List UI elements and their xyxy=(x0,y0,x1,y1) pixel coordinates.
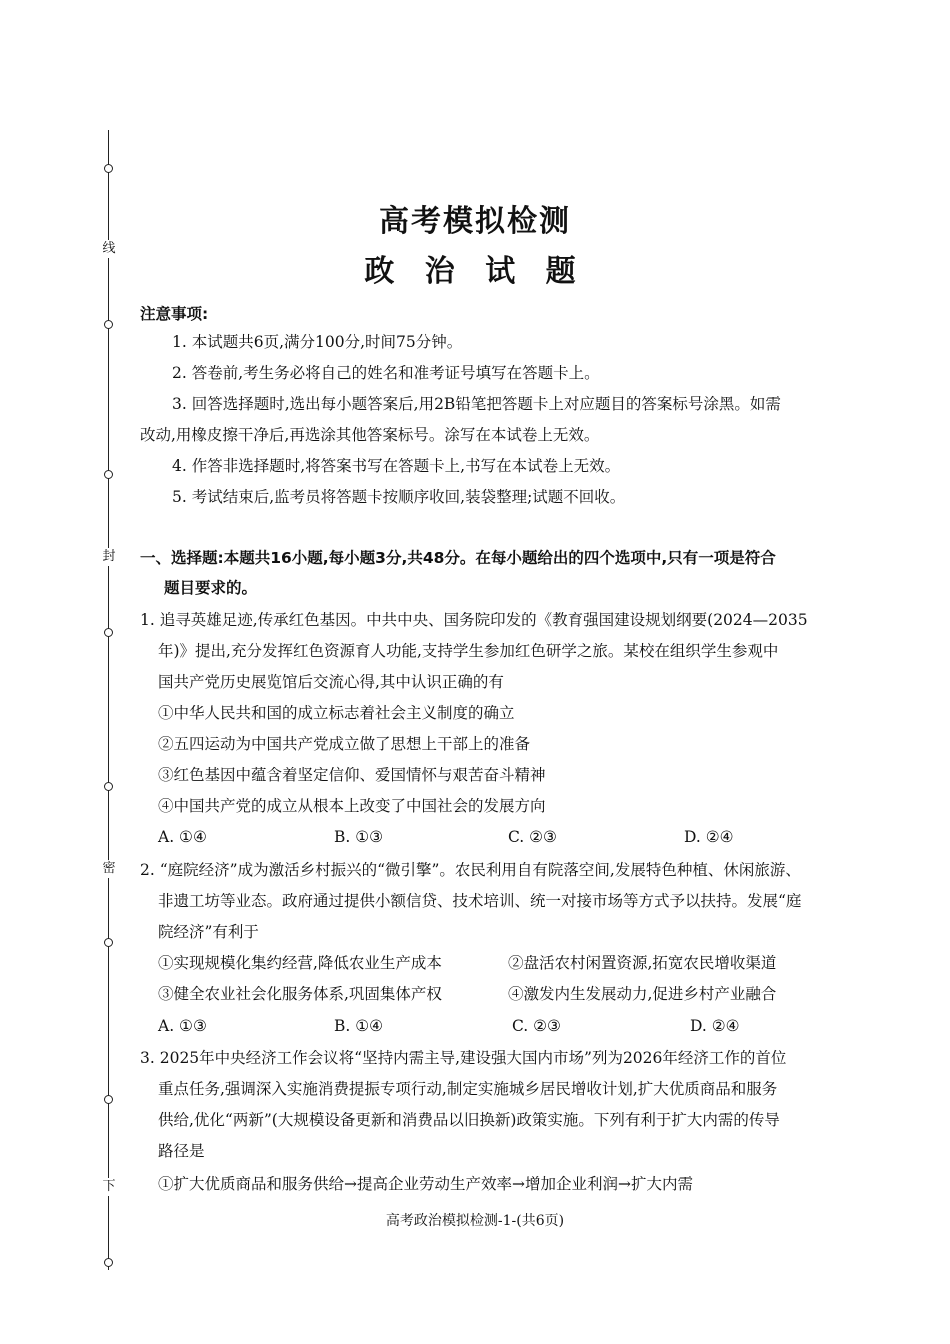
binding-circle xyxy=(104,470,113,479)
binding-circle xyxy=(104,938,113,947)
binding-circle xyxy=(104,1095,113,1104)
binding-label-xian: 线 xyxy=(98,240,120,258)
q2-option-a: A. ①③ xyxy=(158,1017,207,1035)
notice-item: 3. 回答选择题时,选出每小题答案后,用2B铅笔把答题卡上对应题目的答案标号涂黑。如需 xyxy=(172,395,781,413)
binding-circle xyxy=(104,320,113,329)
q1-statement: ④中国共产党的成立从根本上改变了中国社会的发展方向 xyxy=(158,797,546,815)
binding-label-xia: 下 xyxy=(98,1178,120,1196)
q2-stem: 院经济”有利于 xyxy=(158,923,259,941)
binding-circle xyxy=(104,782,113,791)
q1-stem: 国共产党历史展览馆后交流心得,其中认识正确的有 xyxy=(158,673,504,691)
q3-statement: ①扩大优质商品和服务供给→提高企业劳动生产效率→增加企业利润→扩大内需 xyxy=(158,1175,693,1193)
q3-stem: 供给,优化“两新”(大规模设备更新和消费品以旧换新)政策实施。下列有利于扩大内需的传导 xyxy=(158,1111,780,1129)
q1-option-a: A. ①④ xyxy=(158,828,207,846)
q2-statement: ②盘活农村闲置资源,拓宽农民增收渠道 xyxy=(508,954,777,972)
q2-option-b: B. ①④ xyxy=(334,1017,384,1035)
q1-statement: ②五四运动为中国共产党成立做了思想上干部上的准备 xyxy=(158,735,531,753)
notice-item: 改动,用橡皮擦干净后,再选涂其他答案标号。涂写在本试卷上无效。 xyxy=(140,426,600,444)
q2-statement: ①实现规模化集约经营,降低农业生产成本 xyxy=(158,954,442,972)
notice-item: 1. 本试题共6页,满分100分,时间75分钟。 xyxy=(172,333,463,351)
section-heading-cont: 题目要求的。 xyxy=(164,579,258,597)
page-subtitle: 政 治 试 题 xyxy=(364,254,586,289)
q2-stem: 2. “庭院经济”成为激活乡村振兴的“微引擎”。农民利用自有院落空间,发展特色种植、休闲旅游、 xyxy=(140,861,801,879)
q1-option-d: D. ②④ xyxy=(684,828,734,846)
notice-heading: 注意事项: xyxy=(140,305,209,323)
binding-circle xyxy=(104,1258,113,1267)
q1-option-b: B. ①③ xyxy=(334,828,384,846)
q2-option-c: C. ②③ xyxy=(512,1017,561,1035)
q2-statement: ③健全农业社会化服务体系,巩固集体产权 xyxy=(158,985,442,1003)
q3-stem: 3. 2025年中央经济工作会议将“坚持内需主导,建设强大国内市场”列为2026年经济工作的首位 xyxy=(140,1049,787,1067)
binding-circle xyxy=(104,164,113,173)
q2-option-d: D. ②④ xyxy=(690,1017,740,1035)
q1-option-c: C. ②③ xyxy=(508,828,557,846)
binding-label-feng: 封 xyxy=(98,548,120,566)
q2-statement: ④激发内生发展动力,促进乡村产业融合 xyxy=(508,985,777,1003)
page-title: 高考模拟检测 xyxy=(379,204,571,239)
q3-stem: 重点任务,强调深入实施消费提振专项行动,制定实施城乡居民增收计划,扩大优质商品和服务 xyxy=(158,1080,778,1098)
binding-circle xyxy=(104,628,113,637)
q2-stem: 非遗工坊等业态。政府通过提供小额信贷、技术培训、统一对接市场等方式予以扶持。发展“庭 xyxy=(158,892,802,910)
q1-stem: 年)》提出,充分发挥红色资源育人功能,支持学生参加红色研学之旅。某校在组织学生参观中 xyxy=(158,642,779,660)
section-heading: 一、选择题:本题共16小题,每小题3分,共48分。在每小题给出的四个选项中,只有一项是符合 xyxy=(140,549,776,567)
notice-item: 4. 作答非选择题时,将答案书写在答题卡上,书写在本试卷上无效。 xyxy=(172,457,621,475)
binding-label-mi: 密 xyxy=(98,860,120,878)
notice-item: 5. 考试结束后,监考员将答题卡按顺序收回,装袋整理;试题不回收。 xyxy=(172,488,626,506)
q1-statement: ①中华人民共和国的成立标志着社会主义制度的确立 xyxy=(158,704,515,722)
q1-statement: ③红色基因中蕴含着坚定信仰、爱国情怀与艰苦奋斗精神 xyxy=(158,766,546,784)
notice-item: 2. 答卷前,考生务必将自己的姓名和准考证号填写在答题卡上。 xyxy=(172,364,600,382)
q1-stem: 1. 追寻英雄足迹,传承红色基因。中共中央、国务院印发的《教育强国建设规划纲要(2024—2035 xyxy=(140,611,808,629)
page-footer: 高考政治模拟检测-1-(共6页) xyxy=(385,1213,565,1229)
q3-stem: 路径是 xyxy=(158,1142,205,1160)
